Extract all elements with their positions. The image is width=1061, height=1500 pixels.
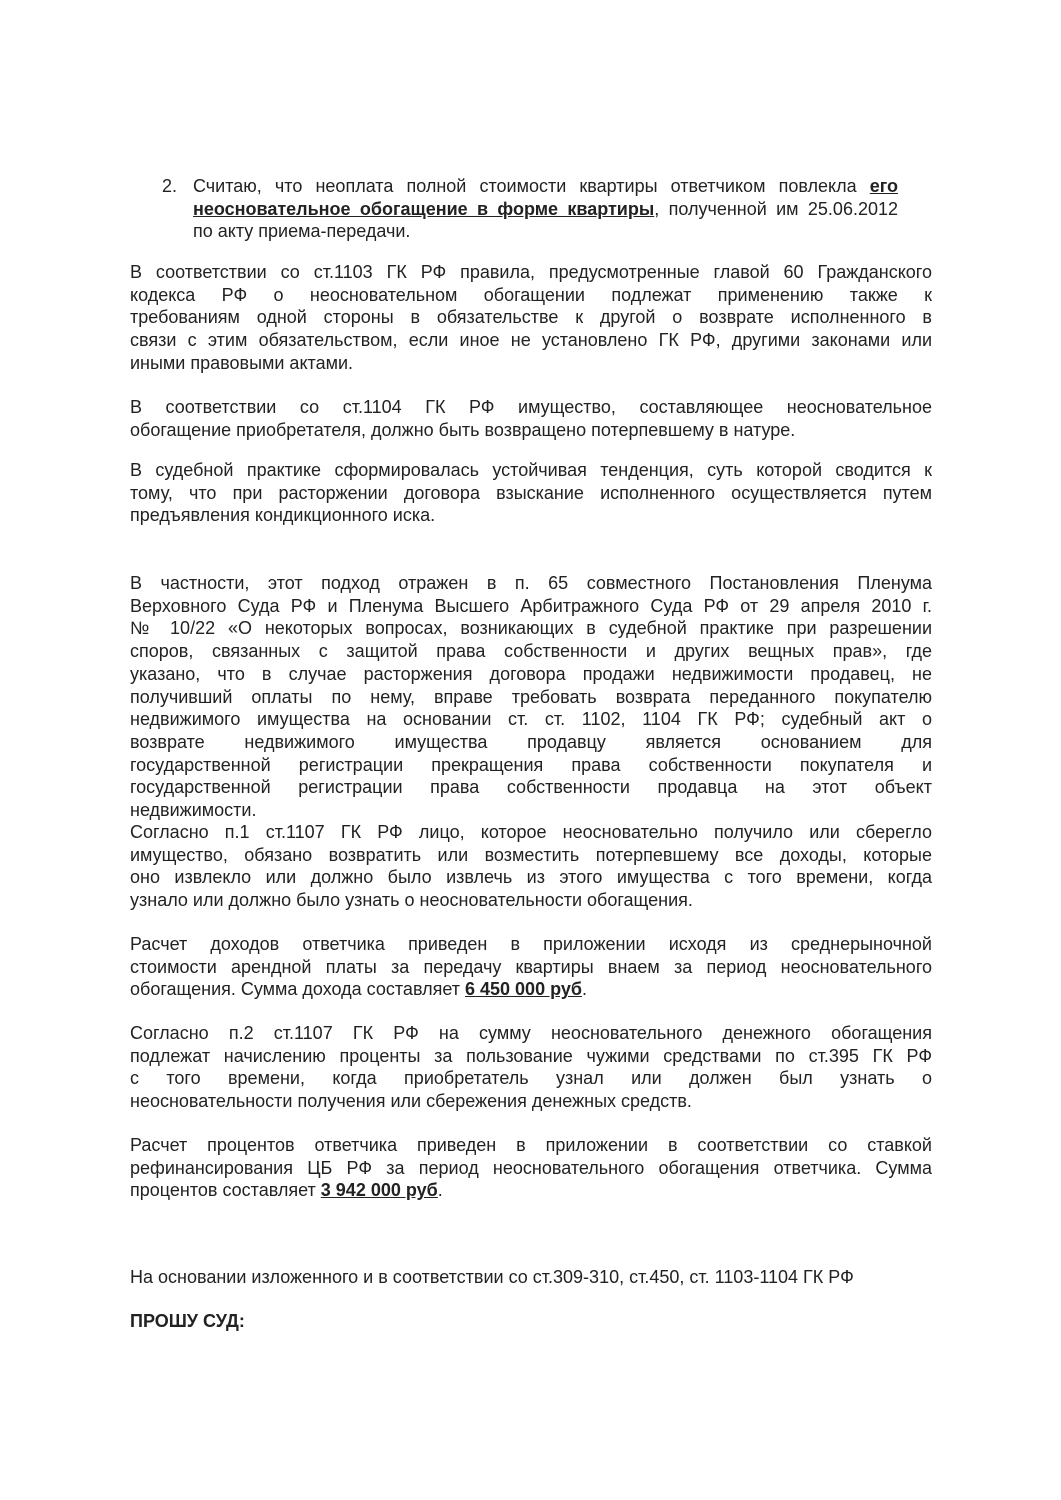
text-line: подлежат начислению проценты за пользование чужими средствами по ст.395 ГК РФ xyxy=(130,1045,932,1066)
text-line: получивший оплаты по нему, вправе требовать возврата переданного покупателю xyxy=(130,686,932,707)
text-line: неосновательности получения или сбережения денежных средств. xyxy=(130,1091,692,1112)
paragraph-1 xyxy=(130,261,932,375)
interest-amount: 3 942 000 руб xyxy=(320,1180,438,1201)
paragraph-6 xyxy=(130,933,932,1001)
paragraph-7 xyxy=(130,1022,932,1113)
text-line: В судебной практике сформировалась устойчивая тенденция, суть которой сводится к xyxy=(130,460,932,480)
paragraph-8 xyxy=(130,1134,932,1202)
text-line: обогащение приобретателя, должно быть возвращено потерпевшему в натуре. xyxy=(130,419,796,440)
text-line: недвижимости. xyxy=(130,800,257,821)
text: Считаю, что неоплата полной стоимости квартиры ответчиком повлекла xyxy=(193,176,870,196)
text: . xyxy=(581,979,587,1000)
text-line: Согласно п.1 ст.1107 ГК РФ лицо, которое неосновательно получило или сберегло xyxy=(130,822,932,842)
text-line: недвижимого имущества на основании ст. ст. 1102, 1104 ГК РФ; судебный акт о xyxy=(130,709,932,730)
text-line: возврате недвижимого имущества продавцу является основанием для xyxy=(130,731,932,752)
text: рефинансирования ЦБ РФ за период неосновательного обогащения ответчика. Сумма xyxy=(130,1157,932,1178)
text-line: предъявления кондикционного иска. xyxy=(130,505,436,526)
text-line: кодекса РФ о неосновательном обогащении подлежат применению также к xyxy=(130,284,932,305)
text-line: № 10/22 «О некоторых вопросах, возникающих в судебной практике при разрешении xyxy=(130,618,932,639)
text-line: В соответствии со ст.1103 ГК РФ правила, предусмотренные главой 60 Гражданского xyxy=(130,262,932,282)
text-line: с того времени, когда приобретатель узнал или должен был узнать о xyxy=(130,1068,932,1089)
text-line: оно извлекло или должно было извлечь из этого имущества с того времени, когда xyxy=(130,867,932,888)
text-line: В частности, этот подход отражен в п. 65 совместного Постановления Пленума xyxy=(130,573,932,593)
text: стоимости арендной платы за передачу квартиры внаем за период неосновательного xyxy=(130,956,932,977)
text-line: Согласно п.2 ст.1107 ГК РФ на сумму неосновательного денежного обогащения xyxy=(130,1023,932,1043)
text-line: требованиям одной стороны в обязательстве к другой о возврате исполненного в xyxy=(130,307,932,328)
text-line: споров, связанных с защитой права собственности и других вещных прав», где xyxy=(130,641,932,662)
emphasis: его xyxy=(869,176,898,196)
text: по акту приема-передачи. xyxy=(193,221,411,242)
text: Расчет процентов ответчика приведен в приложении в соответствии со ставкой xyxy=(130,1135,932,1155)
list-item-2 xyxy=(162,175,898,243)
text-line: государственной регистрации прекращения права собственности покупателя и xyxy=(130,754,932,775)
text-line: указано, что в случае расторжения договора продажи недвижимости продавец, не xyxy=(130,663,932,684)
paragraph-4 xyxy=(130,572,932,822)
text-line: связи с этим обязательством, если иное не установлено ГК РФ, другими законами или xyxy=(130,330,932,351)
income-amount: 6 450 000 руб xyxy=(465,979,582,1000)
text-line: тому, что при расторжении договора взыскание исполненного осуществляется путем xyxy=(130,482,932,503)
text: обогащения. Сумма дохода составляет xyxy=(130,979,465,1000)
request-heading: ПРОШУ СУД: xyxy=(130,1311,245,1331)
text-line: государственной регистрации права собственности продавца на этот объект xyxy=(130,777,932,798)
text-line: узнало или должно было узнать о неосновательности обогащения. xyxy=(130,890,693,911)
text: Расчет доходов ответчика приведен в приложении исходя из среднерыночной xyxy=(130,934,932,954)
text: На основании изложенного и в соответствии со ст.309-310, ст.450, ст. 1103-1104 ГК РФ xyxy=(130,1267,854,1287)
paragraph-2 xyxy=(130,396,932,441)
legal-basis xyxy=(130,1266,932,1289)
text: , полученной им 25.06.2012 xyxy=(654,198,898,219)
emphasis: неосновательное обогащение в форме квартиры xyxy=(193,198,655,219)
text-line: В соответствии со ст.1104 ГК РФ имущество, составляющее неосновательное xyxy=(130,397,932,417)
text: . xyxy=(437,1180,443,1201)
text-line: Верховного Суда РФ и Пленума Высшего Арбитражного Суда РФ от 29 апреля 2010 г. xyxy=(130,595,932,616)
list-number: 2. xyxy=(162,176,178,196)
paragraph-5 xyxy=(130,821,932,912)
text-line: иными правовыми актами. xyxy=(130,352,354,373)
text-line: имущество, обязано возвратить или возместить потерпевшему все доходы, которые xyxy=(130,844,932,865)
text: процентов составляет xyxy=(130,1180,321,1201)
paragraph-3 xyxy=(130,459,932,527)
